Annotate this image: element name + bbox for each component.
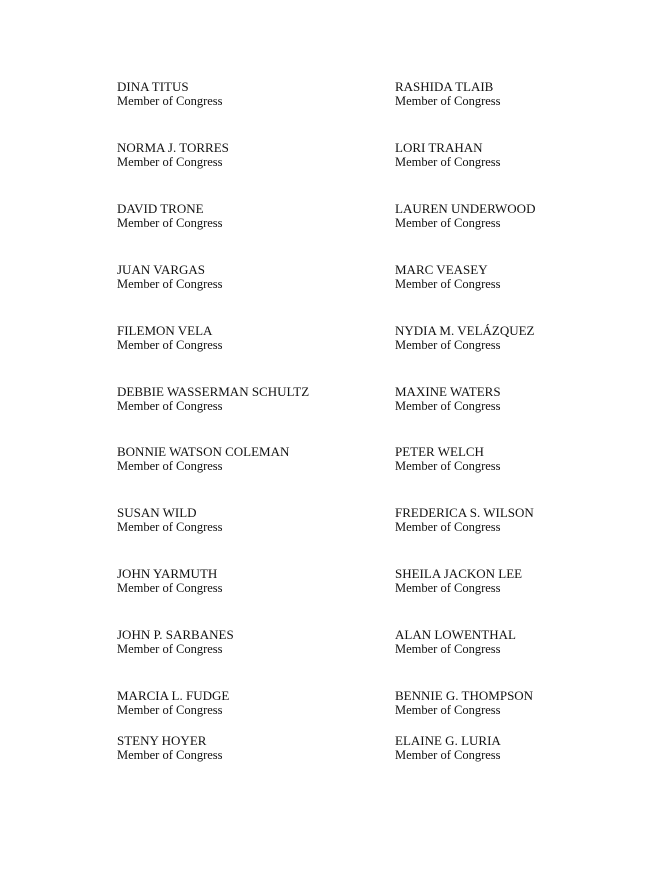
member-name: SUSAN WILD: [117, 505, 197, 520]
member-title: Member of Congress: [395, 581, 501, 595]
signature-block: [117, 627, 367, 657]
signature-block: [395, 201, 645, 231]
signature-block: [117, 323, 367, 353]
member-name: BONNIE WATSON COLEMAN: [117, 444, 290, 459]
member-title: Member of Congress: [395, 520, 501, 534]
member-name: BENNIE G. THOMPSON: [395, 688, 534, 703]
member-name: STENY HOYER: [117, 733, 207, 748]
signature-block: [395, 79, 645, 109]
member-name: SHEILA JACKON LEE: [395, 566, 523, 581]
member-name: DINA TITUS: [117, 79, 189, 94]
member-title: Member of Congress: [117, 459, 223, 473]
signature-block: [395, 627, 645, 657]
member-title: Member of Congress: [395, 155, 501, 169]
member-name: RASHIDA TLAIB: [395, 79, 494, 94]
member-title: Member of Congress: [117, 155, 223, 169]
member-name: MAXINE WATERS: [395, 384, 501, 399]
member-name: DEBBIE WASSERMAN SCHULTZ: [117, 384, 310, 399]
signature-block: [117, 201, 367, 231]
member-title: Member of Congress: [395, 216, 501, 230]
member-title: Member of Congress: [395, 277, 501, 291]
member-title: Member of Congress: [395, 748, 501, 762]
member-name: MARCIA L. FUDGE: [117, 688, 230, 703]
member-name: ELAINE G. LURIA: [395, 733, 501, 748]
signature-block: [395, 566, 645, 596]
member-title: Member of Congress: [395, 703, 501, 717]
signature-block: [395, 323, 645, 353]
member-title: Member of Congress: [117, 520, 223, 534]
signature-block: [117, 262, 367, 292]
member-title: Member of Congress: [117, 94, 223, 108]
member-name: PETER WELCH: [395, 444, 484, 459]
member-title: Member of Congress: [117, 277, 223, 291]
signature-block: [117, 505, 367, 535]
member-name: ALAN LOWENTHAL: [395, 627, 516, 642]
signature-block: [117, 79, 367, 109]
member-name: FREDERICA S. WILSON: [395, 505, 534, 520]
signature-block: [117, 444, 367, 474]
member-name: JOHN P. SARBANES: [117, 627, 234, 642]
member-name: MARC VEASEY: [395, 262, 488, 277]
member-title: Member of Congress: [395, 459, 501, 473]
member-title: Member of Congress: [117, 216, 223, 230]
member-title: Member of Congress: [117, 642, 223, 656]
signature-block: [117, 384, 367, 414]
member-name: JOHN YARMUTH: [117, 566, 218, 581]
signature-block: [117, 566, 367, 596]
member-name: DAVID TRONE: [117, 201, 204, 216]
signature-block: [117, 733, 367, 763]
member-title: Member of Congress: [395, 94, 501, 108]
member-title: Member of Congress: [395, 642, 501, 656]
member-name: JUAN VARGAS: [117, 262, 206, 277]
signature-block: [117, 688, 367, 718]
member-title: Member of Congress: [117, 703, 223, 717]
member-name: LORI TRAHAN: [395, 140, 483, 155]
signature-block: [395, 733, 645, 763]
member-name: FILEMON VELA: [117, 323, 213, 338]
signature-block: [395, 444, 645, 474]
member-name: LAUREN UNDERWOOD: [395, 201, 536, 216]
member-name: NORMA J. TORRES: [117, 140, 229, 155]
member-name: NYDIA M. VELÁZQUEZ: [395, 323, 535, 338]
member-title: Member of Congress: [117, 338, 223, 352]
signature-block: [395, 384, 645, 414]
signature-block: [395, 688, 645, 718]
member-title: Member of Congress: [117, 748, 223, 762]
signature-block: [117, 140, 367, 170]
member-title: Member of Congress: [395, 399, 501, 413]
signature-block: [395, 262, 645, 292]
member-title: Member of Congress: [117, 399, 223, 413]
signature-block: [395, 140, 645, 170]
signature-block: [395, 505, 645, 535]
member-title: Member of Congress: [395, 338, 501, 352]
member-title: Member of Congress: [117, 581, 223, 595]
